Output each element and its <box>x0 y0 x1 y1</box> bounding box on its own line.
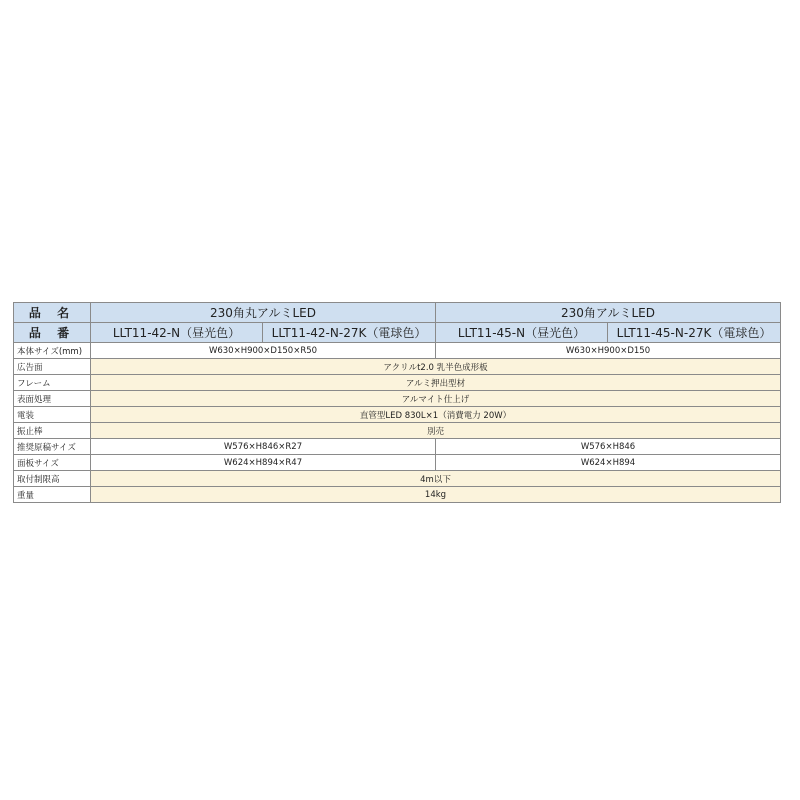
model-1a: LLT11-42-N（昼光色） <box>91 323 263 343</box>
surface-value: アルマイト仕上げ <box>91 391 781 407</box>
frame-row <box>14 375 781 391</box>
stopper-label: 振止棒 <box>14 423 91 439</box>
spec-table <box>13 302 781 503</box>
ad-surface-row <box>14 359 781 375</box>
product-name-label: 品 名 <box>14 303 91 323</box>
product-number-row <box>14 323 781 343</box>
model-2b: LLT11-45-N-27K（電球色） <box>608 323 781 343</box>
electric-row <box>14 407 781 423</box>
mount-limit-label: 取付制限高 <box>14 471 91 487</box>
surface-row <box>14 391 781 407</box>
draft-size-left: W576×H846×R27 <box>91 439 436 455</box>
electric-value: 直管型LED 830L×1（消費電力 20W） <box>91 407 781 423</box>
frame-label: フレーム <box>14 375 91 391</box>
weight-row <box>14 487 781 503</box>
draft-size-right: W576×H846 <box>436 439 781 455</box>
ad-surface-value: アクリルt2.0 乳半色成形板 <box>91 359 781 375</box>
draft-size-row <box>14 439 781 455</box>
body-size-row <box>14 343 781 359</box>
surface-label: 表面処理 <box>14 391 91 407</box>
body-size-right: W630×H900×D150 <box>436 343 781 359</box>
ad-surface-label: 広告面 <box>14 359 91 375</box>
weight-label: 重量 <box>14 487 91 503</box>
model-1b: LLT11-42-N-27K（電球色） <box>263 323 436 343</box>
product-number-label: 品 番 <box>14 323 91 343</box>
stopper-value: 別売 <box>91 423 781 439</box>
stopper-row <box>14 423 781 439</box>
panel-size-right: W624×H894 <box>436 455 781 471</box>
product-name-1: 230角丸アルミLED <box>91 303 436 323</box>
panel-size-label: 面板サイズ <box>14 455 91 471</box>
panel-size-left: W624×H894×R47 <box>91 455 436 471</box>
model-2a: LLT11-45-N（昼光色） <box>436 323 608 343</box>
weight-value: 14kg <box>91 487 781 503</box>
mount-limit-row <box>14 471 781 487</box>
panel-size-row <box>14 455 781 471</box>
mount-limit-value: 4m以下 <box>91 471 781 487</box>
draft-size-label: 推奨原稿サイズ <box>14 439 91 455</box>
product-name-2: 230角アルミLED <box>436 303 781 323</box>
body-size-label: 本体サイズ(mm) <box>14 343 91 359</box>
product-name-row <box>14 303 781 323</box>
electric-label: 電装 <box>14 407 91 423</box>
frame-value: アルミ押出型材 <box>91 375 781 391</box>
body-size-left: W630×H900×D150×R50 <box>91 343 436 359</box>
